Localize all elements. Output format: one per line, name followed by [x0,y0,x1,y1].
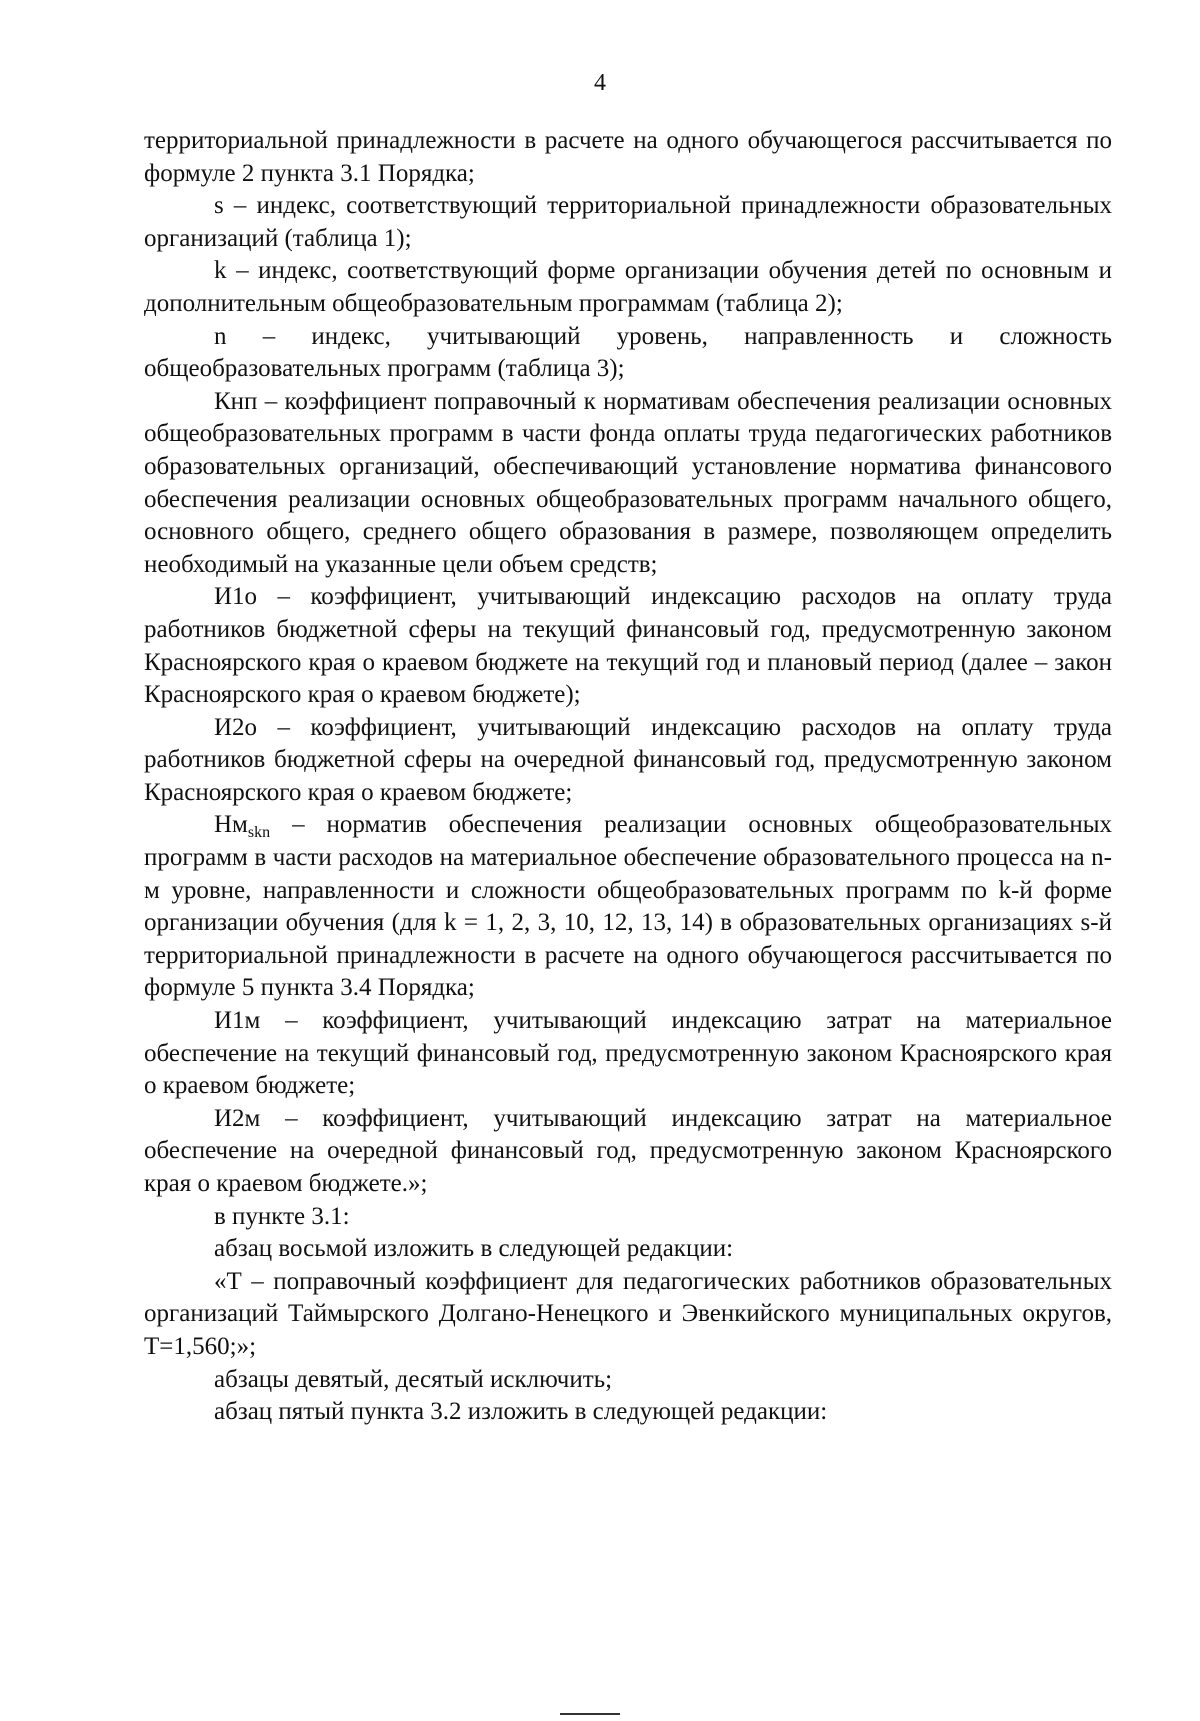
paragraph-eighth-abzac: абзац восьмой изложить в следующей редакции: [214,1235,734,1263]
nm-definition: – норматив обеспечения реализации основных общеобразовательных программ в части расходов на материальное обеспечение образовательного процесса на n-м уровне, направленности и сложности общеобразовательных программ по k-й форме организации обучения (для k = 1, 2, 3, 10, 12, 13, 14) в образовательных организациях s-й территориальной принадлежности в расчете на одного обучающегося рассчитывается по формуле 5 пункта 3.4 Порядка; [144,811,1112,1002]
paragraph-i1o: И1о – коэффициент, учитывающий индексацию расходов на оплату труда работников бюджетной сферы на текущий финансовый год, предусмотренную законом Красноярского края о краевом бюджете на текущий год и плановый период (далее – закон Красноярского края о краевом бюджете); [144,583,1112,709]
paragraph-index-n: n – индекс, учитывающий уровень, направленность и сложность общеобразовательных программ (таблица 3); [144,322,1112,383]
paragraph-point-3-1: в пункте 3.1: [214,1202,350,1230]
paragraph-knp: Кнп – коэффициент поправочный к нормативам обеспечения реализации основных общеобразовательных программ в части фонда оплаты труда педагогических работников образовательных организаций, обеспечивающий установление норматива финансового обеспечения реализации основных общеобразовательных программ начального общего, основного общего, среднего общего образования в размере, позволяющем определить необходимый на указанные цели объем средств; [144,387,1112,578]
paragraph-index-k: k – индекс, соответствующий форме организации обучения детей по основным и дополнительным общеобразовательным программам (таблица 2); [144,257,1112,317]
paragraph-t-coefficient: «Т – поправочный коэффициент для педагогических работников образовательных организаций Таймырского Долгано-Ненецкого и Эвенкийского муниципальных округов, Т=1,560;»; [144,1267,1112,1360]
page-number: 4 [594,70,606,96]
paragraph-point-3-2: абзац пятый пункта 3.2 изложить в следующей редакции: [214,1398,828,1426]
paragraph-exclude: абзацы девятый, десятый исключить; [214,1365,613,1393]
bottom-edge-mark [560,1713,620,1715]
paragraph-i1m: И1м – коэффициент, учитывающий индексацию затрат на материальное обеспечение на текущий финансовый год, предусмотренную законом Красноярского края о краевом бюджете; [144,1007,1112,1100]
paragraph-i2o: И2о – коэффициент, учитывающий индексацию расходов на оплату труда работников бюджетной сферы на очередной финансовый год, предусмотренную законом Красноярского края о краевом бюджете; [144,713,1112,806]
nm-symbol: Нм [214,811,248,839]
paragraph-i2m: И2м – коэффициент, учитывающий индексацию затрат на материальное обеспечение на очередной финансовый год, предусмотренную законом Красноярского края о краевом бюджете.»; [144,1104,1112,1197]
paragraph-index-s: s – индекс, соответствующий территориальной принадлежности образовательных организаций (таблица 1); [144,192,1112,252]
nm-subscript: skn [247,824,271,842]
document-body [144,125,1112,1429]
paragraph-nm-skn [144,809,1112,1005]
paragraph-continuation: территориальной принадлежности в расчете на одного обучающегося рассчитывается по формуле 2 пункта 3.1 Порядка; [144,127,1112,187]
